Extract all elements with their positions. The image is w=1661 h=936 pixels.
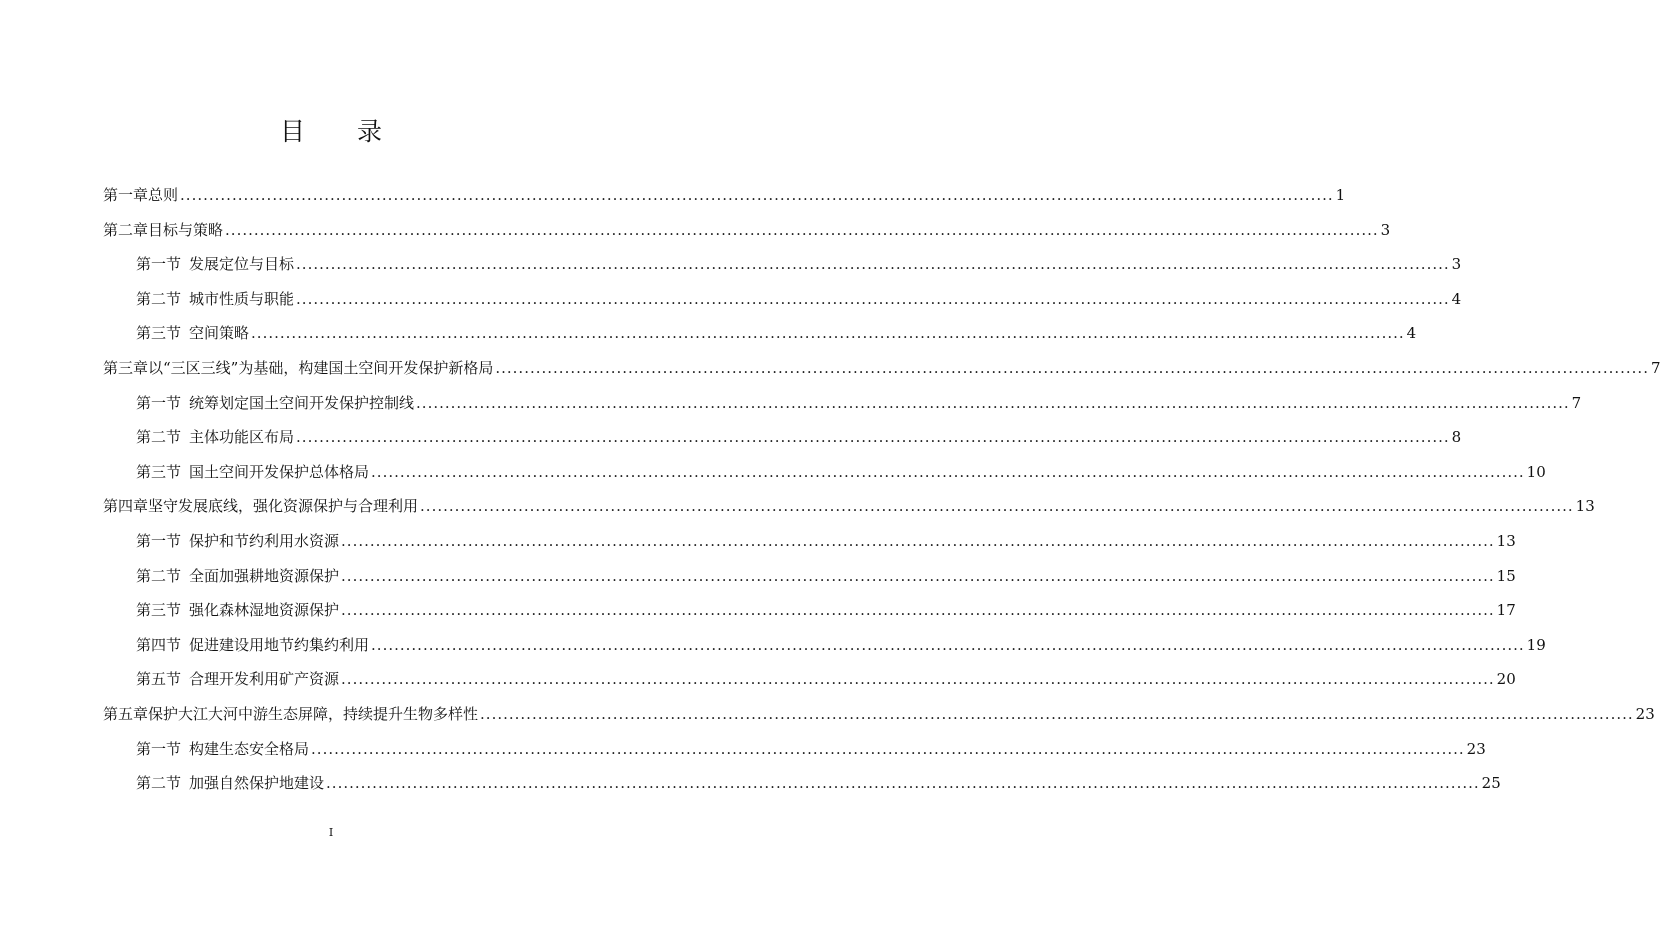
toc-entry-page: 13 — [1575, 497, 1595, 515]
toc-section-entry[interactable] — [136, 530, 1516, 552]
toc-entry-page: 10 — [1526, 463, 1546, 481]
toc-entry-number: 第二章 — [103, 221, 149, 239]
toc-leader-dots: ........................................................................................................................................................................................................ — [311, 740, 1465, 758]
toc-section-entry[interactable] — [136, 772, 1501, 794]
toc-section-entry[interactable] — [136, 599, 1516, 621]
toc-entry-page: 3 — [1451, 255, 1462, 273]
toc-entry-title: 保护大江大河中游生态屏障，持续提升生物多样性 — [148, 705, 479, 723]
toc-entry-title: 合理开发利用矿产资源 — [189, 670, 340, 688]
toc-entry-number: 第四节 — [136, 636, 182, 654]
toc-leader-dots: ........................................................................................................................................................................................................ — [371, 636, 1525, 654]
toc-entry-title: 强化森林湿地资源保护 — [189, 601, 340, 619]
toc-leader-dots: ........................................................................................................................................................................................................ — [341, 567, 1495, 585]
toc-entry-page: 8 — [1451, 428, 1462, 446]
toc-entry-page: 4 — [1451, 290, 1462, 308]
toc-entry-page: 23 — [1635, 705, 1655, 723]
toc-section-entry[interactable] — [136, 461, 1546, 483]
toc-entry-page: 20 — [1496, 670, 1516, 688]
toc-entry-title: 以“三区三线”为基础，构建国土空间开发保护新格局 — [148, 359, 494, 377]
toc-chapter-entry[interactable] — [103, 495, 1595, 517]
toc-section-entry[interactable] — [136, 253, 1462, 275]
toc-entry-title: 发展定位与目标 — [189, 255, 295, 273]
toc-section-entry[interactable] — [136, 322, 1417, 344]
toc-entry-title: 城市性质与职能 — [189, 290, 295, 308]
toc-entry-page: 1 — [1335, 186, 1346, 204]
toc-entry-title: 空间策略 — [189, 324, 250, 342]
toc-entry-number: 第五节 — [136, 670, 182, 688]
toc-entry-page: 25 — [1481, 774, 1501, 792]
toc-section-entry[interactable] — [136, 738, 1486, 760]
toc-entry-title: 加强自然保护地建设 — [189, 774, 325, 792]
toc-chapter-entry[interactable] — [103, 703, 1655, 725]
toc-entry-page: 7 — [1650, 359, 1661, 377]
toc-entry-number: 第三章 — [103, 359, 149, 377]
toc-leader-dots: ........................................................................................................................................................................................................ — [225, 221, 1379, 239]
toc-entry-title: 全面加强耕地资源保护 — [189, 567, 340, 585]
toc-entry-title: 目标与策略 — [148, 221, 224, 239]
toc-entry-title: 保护和节约利用水资源 — [189, 532, 340, 550]
toc-entry-page: 4 — [1406, 324, 1417, 342]
toc-leader-dots: ........................................................................................................................................................................................................ — [341, 670, 1495, 688]
toc-leader-dots: ........................................................................................................................................................................................................ — [495, 359, 1649, 377]
toc-section-entry[interactable] — [136, 668, 1516, 690]
toc-section-entry[interactable] — [136, 634, 1546, 656]
toc-leader-dots: ........................................................................................................................................................................................................ — [180, 186, 1334, 204]
toc-entry-title: 国土空间开发保护总体格局 — [189, 463, 370, 481]
toc-entry-title: 统筹划定国土空间开发保护控制线 — [189, 394, 415, 412]
toc-leader-dots: ........................................................................................................................................................................................................ — [341, 601, 1495, 619]
toc-entry-title: 坚守发展底线，强化资源保护与合理利用 — [148, 497, 419, 515]
toc-entry-number: 第二节 — [136, 774, 182, 792]
toc-leader-dots: ........................................................................................................................................................................................................ — [251, 324, 1405, 342]
toc-entry-number: 第二节 — [136, 567, 182, 585]
toc-entry-number: 第四章 — [103, 497, 149, 515]
toc-entry-number: 第一节 — [136, 740, 182, 758]
toc-entry-number: 第三节 — [136, 601, 182, 619]
page-title: 目 录 — [280, 117, 404, 146]
toc-entry-page: 23 — [1466, 740, 1486, 758]
toc-section-entry[interactable] — [136, 565, 1516, 587]
toc-entry-page: 15 — [1496, 567, 1516, 585]
toc-leader-dots: ........................................................................................................................................................................................................ — [326, 774, 1480, 792]
toc-entry-title: 构建生态安全格局 — [189, 740, 310, 758]
toc-leader-dots: ........................................................................................................................................................................................................ — [296, 428, 1450, 446]
toc-entry-number: 第五章 — [103, 705, 149, 723]
toc-leader-dots: ........................................................................................................................................................................................................ — [420, 497, 1574, 515]
toc-entry-title: 促进建设用地节约集约利用 — [189, 636, 370, 654]
toc-entry-number: 第一节 — [136, 255, 182, 273]
toc-entry-number: 第一节 — [136, 394, 182, 412]
toc-entry-number: 第三节 — [136, 463, 182, 481]
toc-leader-dots: ........................................................................................................................................................................................................ — [341, 532, 1495, 550]
toc-entry-number: 第二节 — [136, 428, 182, 446]
toc-entry-number: 第三节 — [136, 324, 182, 342]
toc-entry-number: 第二节 — [136, 290, 182, 308]
toc-section-entry[interactable] — [136, 288, 1462, 310]
toc-entry-title: 总则 — [148, 186, 179, 204]
toc-entry-page: 17 — [1496, 601, 1516, 619]
toc-chapter-entry[interactable] — [103, 357, 1661, 379]
toc-entry-page: 7 — [1571, 394, 1582, 412]
toc-leader-dots: ........................................................................................................................................................................................................ — [480, 705, 1634, 723]
toc-section-entry[interactable] — [136, 392, 1582, 414]
toc-entry-number: 第一章 — [103, 186, 149, 204]
toc-entry-title: 主体功能区布局 — [189, 428, 295, 446]
toc-leader-dots: ........................................................................................................................................................................................................ — [296, 255, 1450, 273]
toc-entry-number: 第一节 — [136, 532, 182, 550]
toc-leader-dots: ........................................................................................................................................................................................................ — [416, 394, 1570, 412]
toc-section-entry[interactable] — [136, 426, 1462, 448]
toc-chapter-entry[interactable] — [103, 219, 1391, 241]
page-number: I — [328, 826, 334, 839]
toc-leader-dots: ........................................................................................................................................................................................................ — [296, 290, 1450, 308]
toc-entry-page: 13 — [1496, 532, 1516, 550]
toc-entry-page: 3 — [1380, 221, 1391, 239]
toc-leader-dots: ........................................................................................................................................................................................................ — [371, 463, 1525, 481]
toc-chapter-entry[interactable] — [103, 184, 1346, 206]
toc-entry-page: 19 — [1526, 636, 1546, 654]
